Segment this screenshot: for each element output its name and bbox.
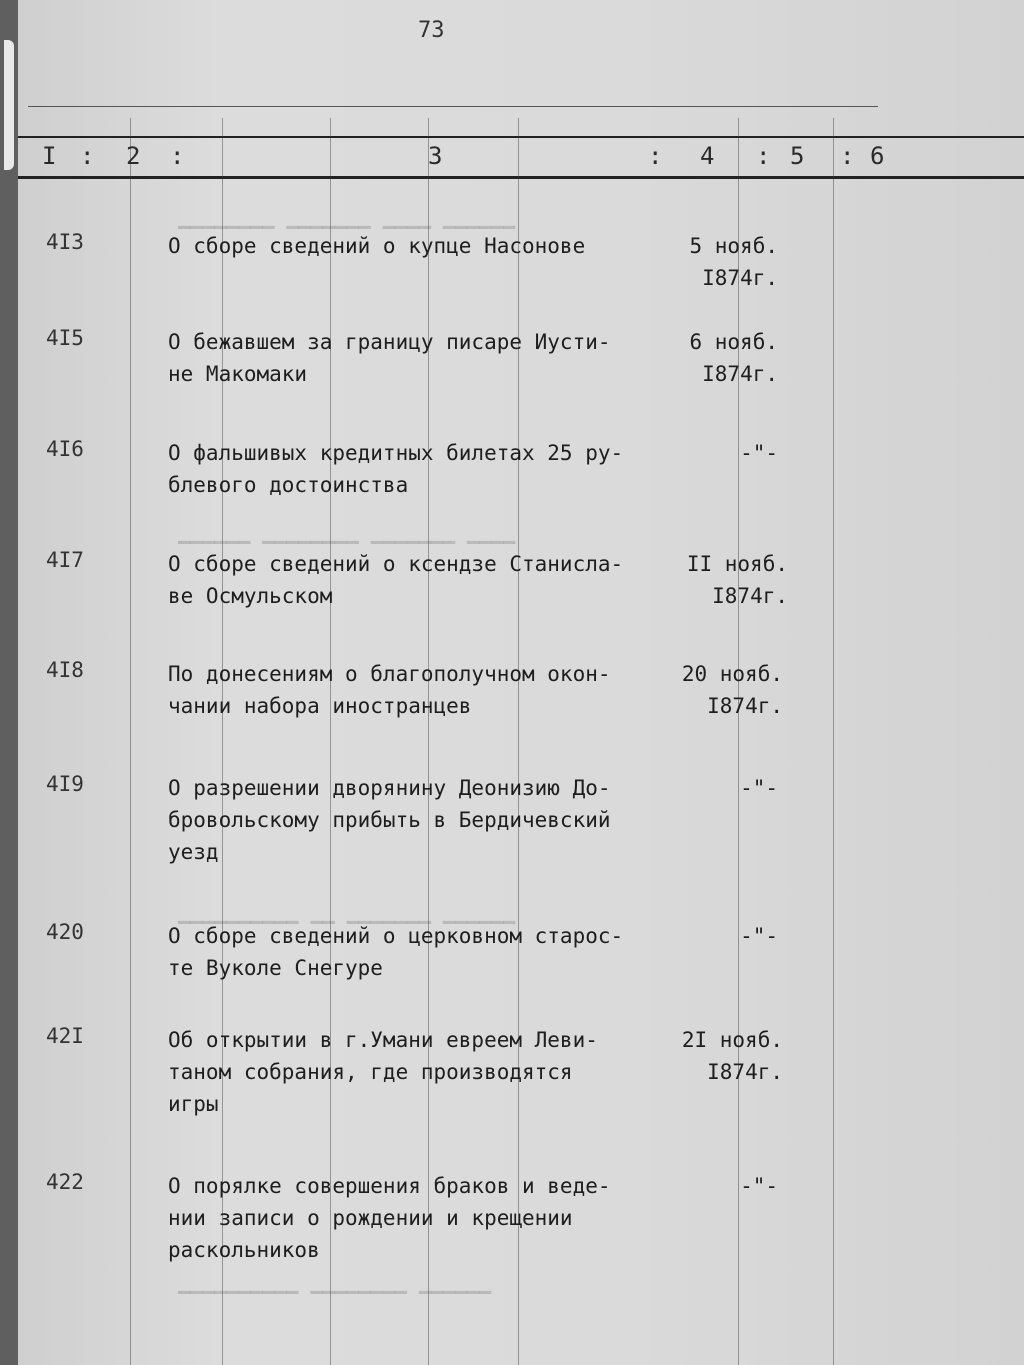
column-separator: : xyxy=(756,142,771,170)
column-separator: : xyxy=(840,142,855,170)
row-description: О бежавшем за границу писаре Иусти- не Макомаки xyxy=(168,330,611,386)
table-rule-header-bottom xyxy=(18,176,1024,179)
column-separator: : xyxy=(648,142,663,170)
column-number: 3 xyxy=(428,142,443,170)
row-number: 4I3 xyxy=(46,230,84,254)
bleed-through-text: ▁▁▁▁▁▁▁▁▁▁ ▁▁▁▁▁▁▁▁ ▁▁▁▁▁▁ xyxy=(178,1270,492,1294)
column-number: I xyxy=(42,142,57,170)
row-date: -"- xyxy=(740,776,778,800)
row-number: 4I9 xyxy=(46,772,84,796)
row-description: О порялке совершения браков и веде- нии записи о рождении и крещении раскольников xyxy=(168,1174,611,1262)
row-number: 420 xyxy=(46,920,84,944)
column-divider xyxy=(130,118,131,1365)
row-number: 422 xyxy=(46,1170,84,1194)
row-number: 4I8 xyxy=(46,658,84,682)
table-rule-header-top xyxy=(18,136,1024,138)
row-date: -"- xyxy=(740,441,778,465)
row-number: 4I5 xyxy=(46,326,84,350)
row-description: Об открытии в г.Умани евреем Леви- таном собрания, где производятся игры xyxy=(168,1028,598,1116)
adjacent-page-edge xyxy=(4,40,14,170)
row-description: О сборе сведений о купце Насонове xyxy=(168,234,586,258)
row-description: О фальшивых кредитных билетах 25 ру- блевого достоинства xyxy=(168,441,624,497)
row-date: -"- xyxy=(740,1174,778,1198)
bleed-through-text: ▁▁▁▁▁▁ ▁▁▁▁▁▁▁▁ ▁▁▁▁▁▁▁ ▁▁▁▁ xyxy=(178,520,516,544)
column-number: 6 xyxy=(870,142,885,170)
column-divider xyxy=(833,118,834,1365)
bleed-through-text: ▁▁▁▁▁▁▁▁▁▁ ▁▁ ▁▁▁▁▁▁▁ ▁▁▁▁▁▁ xyxy=(178,900,516,924)
document-page xyxy=(18,0,1024,1365)
row-number: 42I xyxy=(46,1024,84,1048)
row-date: 20 нояб. I874г. xyxy=(681,662,783,718)
row-description: О разрешении дворянину Деонизию До- бровольскому прибыть в Бердичевский уезд xyxy=(168,776,611,864)
row-number: 4I7 xyxy=(46,548,84,572)
row-date: 2I нояб. I874г. xyxy=(681,1028,783,1084)
bleed-through-text: ▁▁▁▁▁▁▁▁ ▁▁▁▁▁▁▁ ▁▁▁▁ ▁▁▁▁▁▁ xyxy=(178,205,516,229)
row-description: О сборе сведений о церковном старос- те Вуколе Снегуре xyxy=(168,924,624,980)
row-date: -"- xyxy=(740,924,778,948)
column-separator: : xyxy=(80,142,95,170)
row-date: II нояб. I874г. xyxy=(686,552,788,608)
table-rule-top-faint xyxy=(28,106,878,107)
page-number: 73 xyxy=(418,18,445,43)
page-binding-edge xyxy=(0,0,18,1365)
column-number: 4 xyxy=(700,142,715,170)
row-description: О сборе сведений о ксендзе Станисла- ве Осмульском xyxy=(168,552,624,608)
column-number: 2 xyxy=(126,142,141,170)
row-date: 6 нояб. I874г. xyxy=(689,330,778,386)
column-separator: : xyxy=(170,142,185,170)
row-date: 5 нояб. I874г. xyxy=(689,234,778,290)
row-number: 4I6 xyxy=(46,437,84,461)
column-number: 5 xyxy=(790,142,805,170)
row-description: По донесениям о благополучном окон- чании набора иностранцев xyxy=(168,662,611,718)
